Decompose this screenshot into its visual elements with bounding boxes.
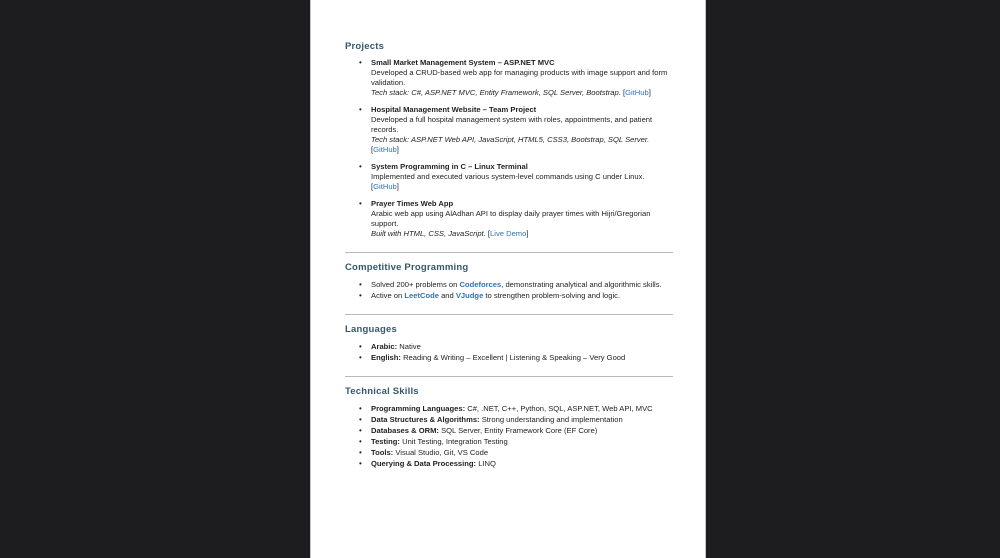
github-link[interactable]: GitHub <box>373 145 397 154</box>
project-tech-line <box>371 88 673 98</box>
codeforces-link[interactable]: Codeforces <box>459 280 502 289</box>
project-description: Developed a CRUD-based web app for managing products with image support and form validation. <box>371 68 668 87</box>
project-title: • Prayer Times Web App <box>371 199 454 208</box>
bracket-close: ] <box>526 229 529 238</box>
skill-label: Databases & ORM: <box>371 426 439 435</box>
list-item <box>371 425 673 436</box>
section-heading-competitive-programming: Competitive Programming <box>345 262 469 273</box>
project-description-line <box>371 172 673 192</box>
list-item <box>371 458 673 469</box>
resume-content <box>311 0 705 469</box>
project-item <box>371 162 673 192</box>
section-heading-technical-skills: Technical Skills <box>345 386 419 397</box>
project-tech: Tech stack: ASP.NET Web API, JavaScript, HTML5, CSS3, Bootstrap, SQL Server. <box>371 135 650 144</box>
list-item <box>371 414 673 425</box>
project-tech: Tech stack: C#, ASP.NET MVC, Entity Framework, SQL Server, Bootstrap. <box>371 88 621 97</box>
section-competitive-programming <box>345 262 673 301</box>
project-description: Arabic web app using AlAdhan API to display daily prayer times with Hijri/Gregorian support. <box>371 209 651 228</box>
project-item <box>371 58 673 98</box>
github-link[interactable]: GitHub <box>625 88 649 97</box>
skill-text: LINQ <box>476 459 496 468</box>
leetcode-link[interactable]: LeetCode <box>404 291 439 300</box>
projects-list <box>345 58 673 239</box>
resume-page <box>310 0 706 558</box>
language-label: English: <box>371 353 401 362</box>
languages-list <box>345 341 673 363</box>
bracket-close: ] <box>648 88 651 97</box>
bracket-open: [ <box>622 88 626 97</box>
bracket-open: [ <box>371 145 374 154</box>
technical-skills-list <box>345 403 673 469</box>
bullet-text: and <box>438 291 456 300</box>
list-item <box>371 290 673 301</box>
section-heading-languages: Languages <box>345 324 397 335</box>
project-tech-line <box>371 229 673 239</box>
project-description: Developed a full hospital management system with roles, appointments, and patient records. <box>371 115 653 134</box>
skill-label: Programming Languages: <box>371 404 466 413</box>
project-item <box>371 105 673 155</box>
skill-label: Data Structures & Algorithms: <box>371 415 480 424</box>
list-item <box>371 352 673 363</box>
skill-text: SQL Server, Entity Framework Core (EF Core) <box>438 426 598 435</box>
section-divider <box>345 252 673 253</box>
section-technical-skills <box>345 386 673 469</box>
list-item <box>371 341 673 352</box>
project-title: • Hospital Management Website – Team Project <box>371 105 537 114</box>
section-languages <box>345 324 673 363</box>
project-tech-line <box>371 135 673 155</box>
bullet-text: Solved 200+ problems on <box>371 280 460 289</box>
section-projects <box>345 41 673 239</box>
skill-text: Strong understanding and implementation <box>479 415 623 424</box>
project-description: Implemented and executed various system-level commands using C under Linux. <box>371 172 645 181</box>
bullet-text: to strengthen problem-solving and logic. <box>483 291 621 300</box>
section-heading-projects: Projects <box>345 41 385 52</box>
skill-label: Testing: <box>371 437 400 446</box>
project-tech: Built with HTML, CSS, JavaScript. <box>371 229 486 238</box>
list-item <box>371 403 673 414</box>
skill-text: Unit Testing, Integration Testing <box>399 437 508 446</box>
skill-label: Querying & Data Processing: <box>371 459 477 468</box>
live-demo-link[interactable]: Live Demo <box>490 229 527 238</box>
bracket-close: ] <box>396 182 399 191</box>
project-item <box>371 199 673 239</box>
bracket-close: ] <box>396 145 399 154</box>
vjudge-link[interactable]: VJudge <box>455 291 484 300</box>
bracket-open: [ <box>487 229 491 238</box>
language-level: Reading & Writing – Excellent | Listening & Speaking – Very Good <box>400 353 626 362</box>
project-title: • Small Market Management System – ASP.NET MVC <box>371 58 555 67</box>
section-divider <box>345 376 673 377</box>
section-divider <box>345 314 673 315</box>
bullet-text: , demonstrating analytical and algorithmic skills. <box>501 280 662 289</box>
bullet-text: Active on <box>371 291 405 300</box>
list-item <box>371 447 673 458</box>
skill-label: Tools: <box>371 448 394 457</box>
skill-text: Visual Studio, Git, VS Code <box>393 448 489 457</box>
project-title: • System Programming in C – Linux Terminal <box>371 162 528 171</box>
list-item <box>371 279 673 290</box>
bracket-open: [ <box>371 182 374 191</box>
competitive-list <box>345 279 673 301</box>
list-item <box>371 436 673 447</box>
language-level: Native <box>397 342 421 351</box>
skill-text: C#, .NET, C++, Python, SQL, ASP.NET, Web API, MVC <box>465 404 653 413</box>
language-label: Arabic: <box>371 342 398 351</box>
github-link[interactable]: GitHub <box>373 182 397 191</box>
